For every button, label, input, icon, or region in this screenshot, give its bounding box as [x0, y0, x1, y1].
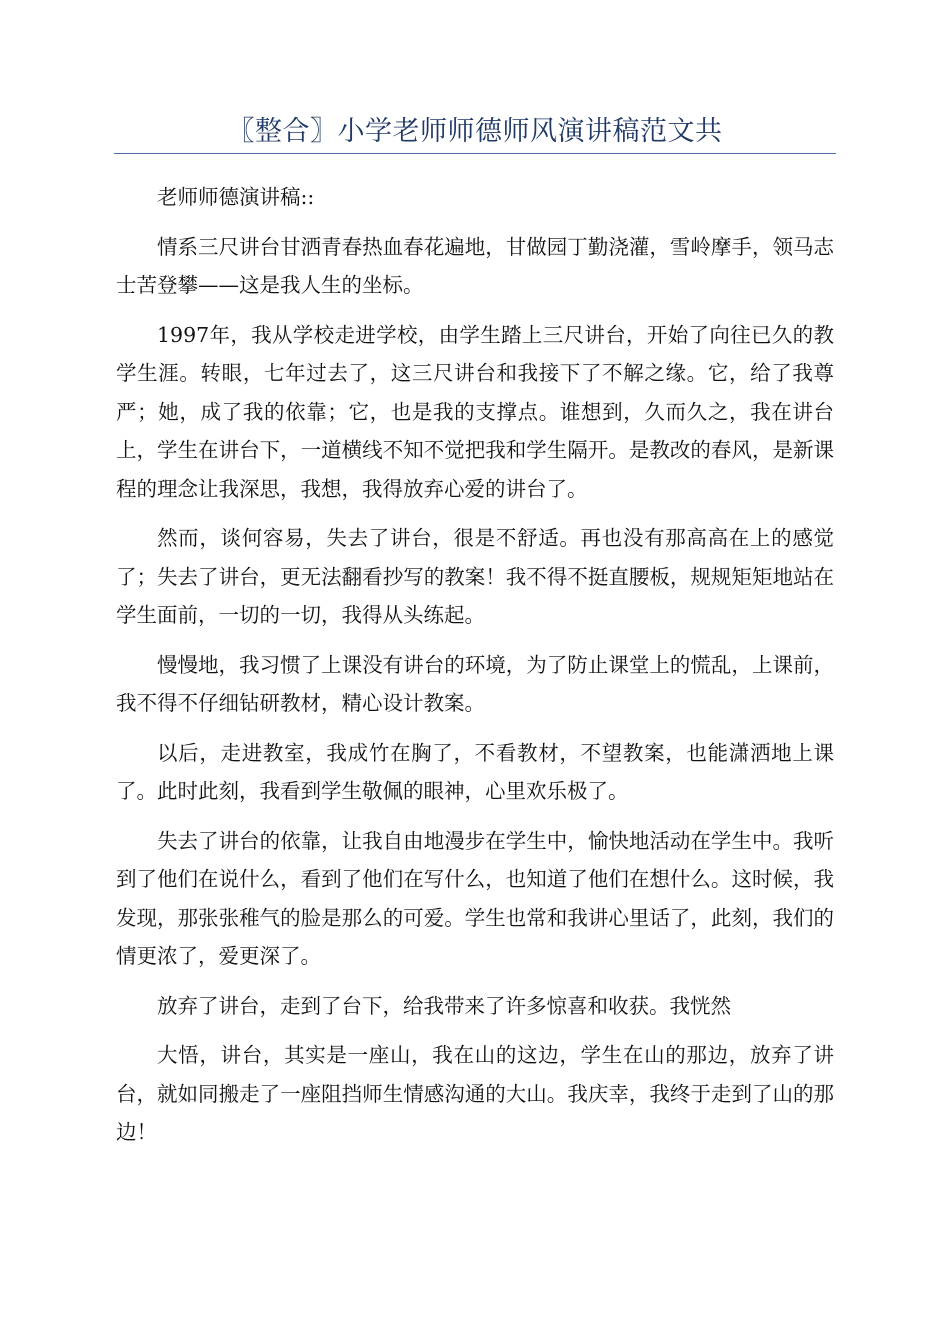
title-underline [114, 153, 836, 154]
paragraph: 以后，走进教室，我成竹在胸了，不看教材，不望教案，也能潇洒地上课了。此时此刻，我看到学生敬佩的眼神，心里欢乐极了。 [116, 740, 834, 803]
paragraph: 1997年，我从学校走进学校，由学生踏上三尺讲台，开始了向往已久的教学生涯。转眼，七年过去了，这三尺讲台和我接下了不解之缘。它，给了我尊严；她，成了我的依靠；它，也是我的支撑点。谁想到，久而久之，我在讲台上，学生在讲台下，一道横线不知不觉把我和学生隔开。是教改的春风，是新课程的理念让我深思，我想，我得放弃心爱的讲台了。 [116, 322, 834, 501]
document-body [116, 178, 834, 1163]
paragraph: 情系三尺讲台甘洒青春热血春花遍地，甘做园丁勤浇灌，雪岭摩手，领马志士苦登攀——这是我人生的坐标。 [116, 234, 834, 297]
paragraph: 然而，谈何容易，失去了讲台，很是不舒适。再也没有那高高在上的感觉了；失去了讲台，更无法翻看抄写的教案！我不得不挺直腰板，规规矩矩地站在学生面前，一切的一切，我得从头练起。 [116, 526, 834, 627]
paragraph: 慢慢地，我习惯了上课没有讲台的环境，为了防止课堂上的慌乱，上课前，我不得不仔细钻研教材，精心设计教案。 [116, 652, 834, 715]
paragraph: 放弃了讲台，走到了台下，给我带来了许多惊喜和收获。我恍然 [157, 993, 731, 1018]
paragraph: 老师师德演讲稿:: [157, 185, 315, 209]
paragraph: 大悟，讲台，其实是一座山，我在山的这边，学生在山的那边，放弃了讲台，就如同搬走了一座阻挡师生情感沟通的大山。我庆幸，我终于走到了山的那边！ [116, 1043, 834, 1144]
paragraph: 失去了讲台的依靠，让我自由地漫步在学生中，愉快地活动在学生中。我听到了他们在说什么，看到了他们在写什么，也知道了他们在想什么。这时候，我发现，那张张稚气的脸是那么的可爱。学生也常和我讲心里话了，此刻，我们的情更浓了，爱更深了。 [116, 828, 834, 968]
document-title: 〖整合〗小学老师师德师风演讲稿范文共 [227, 116, 723, 147]
